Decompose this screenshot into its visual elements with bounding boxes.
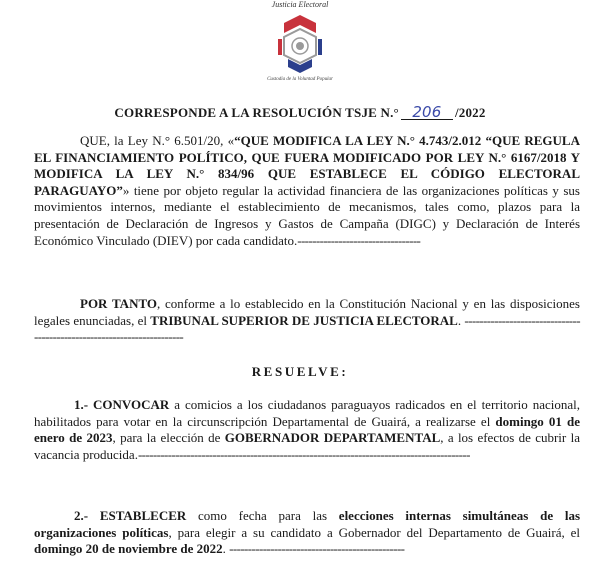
- internal-election-date: domingo 20 de noviembre de 2022: [34, 541, 223, 557]
- dash-filler: -----------------------------------------------------------------------------------------: [137, 446, 470, 462]
- emblem-bottom-band: [288, 59, 312, 73]
- institution-emblem: [232, 9, 368, 79]
- article-2-verb: 2.- ESTABLECER: [74, 508, 187, 523]
- therefore-label: POR TANTO: [80, 296, 158, 311]
- text-run: » tiene por objeto regular la actividad financiera de las organizaciones políticas y sus movimientos internos, mediante el establecimiento de mecanismos, tales como, plazos para la presentación de Declaración de Ingresos y Gastos de Campaña (DIGC) y Declaración de Interés Económico Vinculado (DIEV) por cada candidato.: [34, 182, 580, 248]
- emblem-left-bar: [278, 39, 282, 55]
- text-run: .: [222, 541, 230, 557]
- law-title: “QUE MODIFICA LA LEY N.° 4.743/2.012 “QUE REGULA EL FINANCIAMIENTO POLÍTICO, QUE FUERA MODIFICADO POR LEY N.° 6167/2018 Y MODIFICA LA LEY N.° 834/96 QUE ESTABLECE EL CÓDIGO ELECTORAL PARAGUAYO”: [34, 133, 580, 198]
- article-1-verb: 1.- CONVOCAR: [74, 397, 170, 412]
- resolves-heading: RESUELVE:: [251, 364, 349, 379]
- dash-filler: -----------------------------------------------------------------------: [34, 312, 580, 345]
- text-run: como fecha para las: [186, 508, 339, 523]
- text-run: , conforme a lo establecido en la Constitución Nacional y en las disposiciones legales enunciadas, el: [34, 296, 580, 328]
- article-1: [34, 397, 580, 463]
- text-run: a comicios a los ciudadanos paraguayos radicados en el territorio nacional, habilitados para votar en la circunscripción Departamental de Guairá, a realizarse el: [34, 397, 581, 429]
- dash-filler: -----------------------------------------------: [229, 541, 405, 557]
- paragraph-therefore: [34, 296, 580, 346]
- paragraph-whereas: [34, 133, 580, 249]
- title-suffix: /2022: [454, 105, 486, 120]
- institution-name: Justicia Electoral: [271, 0, 329, 9]
- institution-motto: Custodia de la Voluntad Popular: [267, 77, 333, 82]
- office-name: GOBERNADOR DEPARTAMENTAL: [224, 430, 441, 446]
- resolution-number: 206: [401, 105, 453, 120]
- text-run: , para la elección de: [112, 430, 225, 446]
- text-run: .: [457, 312, 465, 328]
- document-title: [0, 104, 600, 122]
- dash-filler: ---------------------------------: [297, 232, 421, 248]
- text-run: , para elegir a su candidato a Gobernador del Departamento de Guairá, el: [168, 524, 581, 540]
- article-2: [34, 508, 580, 558]
- internal-elections: elecciones internas simultáneas de las organizaciones políticas: [34, 508, 580, 540]
- election-date: domingo 01 de enero de 2023: [34, 413, 580, 446]
- title-prefix: CORRESPONDE A LA RESOLUCIÓN TSJE N.°: [114, 105, 399, 120]
- text-run: , a los efectos de cubrir la vacancia producida.: [34, 430, 580, 462]
- emblem-seal-center: [296, 42, 304, 50]
- emblem-top-band: [284, 15, 316, 33]
- emblem-right-bar: [318, 39, 322, 55]
- tribunal-name: TRIBUNAL SUPERIOR DE JUSTICIA ELECTORAL: [150, 312, 458, 328]
- text-run: QUE, la Ley N.° 6.501/20, «: [80, 133, 235, 148]
